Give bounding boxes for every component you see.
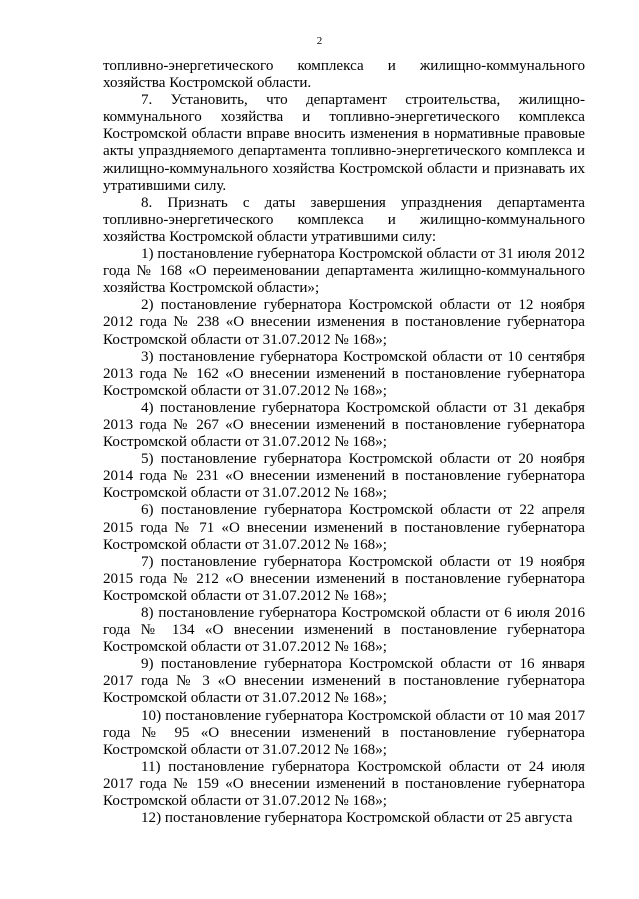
- list-item-10: 10) постановление губернатора Костромской области от 10 мая 2017 года № 95 «О внесении изменений в постановление губернатора Костромской области от 31.07.2012 № 168»;: [103, 707, 585, 758]
- list-item-7: 7) постановление губернатора Костромской области от 19 ноября 2015 года № 212 «О внесении изменений в постановление губернатора Костромской области от 31.07.2012 № 168»;: [103, 553, 585, 604]
- paragraph-item-8: 8. Признать с даты завершения упразднения департамента топливно-энергетического комплекса и жилищно-коммунального хозяйства Костромской области утратившими силу:: [103, 194, 585, 245]
- list-item-6: 6) постановление губернатора Костромской области от 22 апреля 2015 года № 71 «О внесении изменений в постановление губернатора Костромской области от 31.07.2012 № 168»;: [103, 502, 585, 553]
- paragraph-continuation: топливно-энергетического комплекса и жилищно-коммунального хозяйства Костромской области.: [103, 58, 585, 92]
- list-item-4: 4) постановление губернатора Костромской области от 31 декабря 2013 года № 267 «О внесении изменений в постановление губернатора Костромской области от 31.07.2012 № 168»;: [103, 399, 585, 451]
- list-item-9: 9) постановление губернатора Костромской области от 16 января 2017 года № 3 «О внесении изменений в постановление губернатора Костромской области от 31.07.2012 № 168»;: [103, 656, 585, 707]
- list-item-8: 8) постановление губернатора Костромской области от 6 июля 2016 года № 134 «О внесении изменений в постановление губернатора Костромской области от 31.07.2012 № 168»;: [103, 605, 585, 656]
- list-item-2: 2) постановление губернатора Костромской области от 12 ноября 2012 года № 238 «О внесении изменения в постановление губернатора Костромской области от 31.07.2012 № 168»;: [103, 297, 585, 348]
- page-number: 2: [316, 35, 323, 47]
- paragraph-item-7: 7. Установить, что департамент строительства, жилищно-коммунального хозяйства и топливно-энергетического комплекса Костромской области вправе вносить изменения в нормативные правовые акты упраздняемого департамента топливно-энергетического комплекса и жилищно-коммунального хозяйства Костромской области и признавать их утратившими силу.: [103, 92, 585, 194]
- document-body: [103, 58, 585, 827]
- list-item-5: 5) постановление губернатора Костромской области от 20 ноября 2014 года № 231 «О внесении изменений в постановление губернатора Костромской области от 31.07.2012 № 168»;: [103, 451, 585, 502]
- list-item-1: 1) постановление губернатора Костромской области от 31 июля 2012 года № 168 «О переименовании департамента жилищно-коммунального хозяйства Костромской области»;: [103, 246, 585, 297]
- list-item-3: 3) постановление губернатора Костромской области от 10 сентября 2013 года № 162 «О внесении изменений в постановление губернатора Костромской области от 31.07.2012 № 168»;: [103, 348, 585, 399]
- list-item-11: 11) постановление губернатора Костромской области от 24 июля 2017 года № 159 «О внесении изменений в постановление губернатора Костромской области от 31.07.2012 № 168»;: [103, 758, 585, 810]
- list-item-12: 12) постановление губернатора Костромской области от 25 августа: [141, 810, 573, 827]
